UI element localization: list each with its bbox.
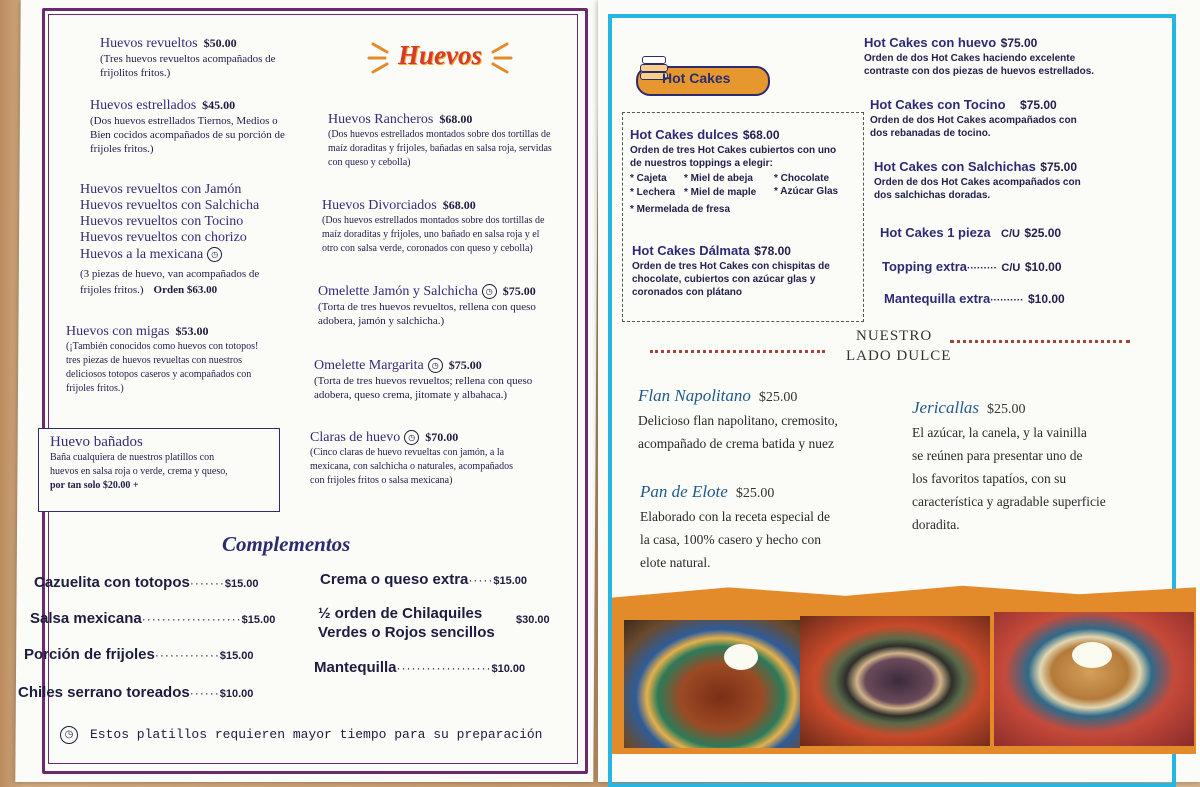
item-price: $50.00 (203, 36, 237, 50)
item-price: $75.00 (448, 358, 482, 372)
complemento-crema: Crema o queso extra·····$15.00 (320, 571, 528, 588)
item-desc: Bien cocidos acompañados de su porción de (90, 129, 285, 141)
menu-item-jericallas (912, 396, 1106, 536)
huevos-title: Huevos (398, 40, 482, 70)
item-desc: Orden de dos Hot Cakes acompañados con (874, 177, 1081, 188)
topping-chocolate: * Chocolate (774, 173, 830, 184)
item-name: Claras de huevo (310, 430, 401, 445)
item-price: $15.00 (241, 614, 276, 626)
pan-de-elote-photo (994, 612, 1194, 746)
item-name: Pan de Elote (640, 482, 728, 501)
item-desc: (3 piezas de huevo, van acompañados de (80, 268, 260, 280)
topping-miel-maple: * Miel de maple (684, 187, 757, 198)
item-price: $30.00 (516, 614, 550, 626)
menu-item-hotcakes-huevo (864, 34, 1094, 78)
item-desc: adobera, queso crema, jitomate y albahaca.) (314, 389, 508, 401)
item-name: Huevos Rancheros (328, 112, 434, 127)
item-desc: se reúnen para presentar uno de (912, 448, 1083, 463)
item-desc: (Cinco claras de huevo revueltas con jamón, a la (310, 447, 505, 458)
menu-item-huevo-banados (50, 434, 228, 493)
item-price: $25.00 (758, 390, 798, 405)
item-desc: mexicana, con salchicha o naturales, acompañados (310, 461, 513, 472)
divider-right (950, 340, 1130, 343)
item-price: $70.00 (425, 430, 459, 444)
item-price: $15.00 (224, 578, 259, 590)
menu-item-huevos-con-migas (66, 322, 258, 396)
item-name: Hot Cakes 1 pieza (880, 225, 991, 240)
combo-line: Huevos revueltos con chorizo (80, 230, 247, 245)
jericalla-photo (800, 616, 990, 746)
combo-line: Huevos revueltos con Salchicha (80, 198, 260, 213)
topping-lechera: * Lechera (630, 187, 676, 198)
item-desc: maíz doraditas y frijoles, bañadas en salsa roja, servidas (328, 143, 552, 154)
item-price: $75.00 (1000, 36, 1038, 50)
item-desc: (Dos huevos estrellados montados sobre dos tortillas de (322, 215, 545, 226)
complementos-title: Complementos (222, 532, 351, 556)
combo-line: Huevos a la mexicana (80, 247, 204, 262)
item-name: Topping extra (882, 259, 967, 274)
item-name: Hot Cakes dulces (630, 127, 739, 142)
clock-icon: ◷ (428, 358, 443, 373)
item-price: $25.00 (987, 402, 1026, 417)
item-desc: Orden de dos Hot Cakes haciendo excelente (864, 53, 1076, 64)
clock-icon: ◷ (404, 430, 419, 445)
flan-photo (624, 620, 800, 748)
item-name: Salsa mexicana (30, 610, 142, 627)
complemento-salsa: Salsa mexicana····················$15.00 (30, 610, 276, 627)
clock-icon: ◷ (60, 726, 78, 744)
item-price: $10.00 (1024, 260, 1062, 274)
item-desc: elote natural. (640, 555, 711, 570)
item-desc: Delicioso flan napolitano, cremosito, (638, 413, 838, 428)
divider-left (650, 350, 825, 353)
complemento-cazuelita: Cazuelita con totopos·······$15.00 (34, 574, 259, 591)
item-price: $75.00 (1040, 160, 1077, 174)
topping-cajeta: * Cajeta (630, 173, 667, 184)
menu-item-mantequilla-extra: Mantequilla extra·········· $10.00 (884, 291, 1065, 306)
item-desc: otro con salsa verde, coronados con queso y cebolla) (322, 243, 533, 254)
item-price: por tan solo $20.00 + (50, 480, 139, 491)
topping-mermelada: * Mermelada de fresa (630, 204, 731, 215)
item-desc: de nuestros toppings a elegir: (630, 158, 773, 169)
item-price: $10.00 (1027, 292, 1065, 306)
item-desc: dos salchichas doradas. (874, 190, 991, 201)
complemento-mantequilla: Mantequilla···················$10.00 (314, 659, 526, 676)
complemento-frijoles: Porción de frijoles·············$15.00 (24, 646, 254, 663)
item-name: Cazuelita con totopos (34, 574, 190, 591)
menu-item-hotcakes-salchichas (874, 158, 1081, 202)
menu-item-topping-extra: Topping extra········· C/U $10.00 (882, 259, 1062, 274)
topping-miel-abeja: * Miel de abeja (684, 173, 753, 184)
dulce-title-line2: LADO DULCE (846, 348, 952, 364)
item-name: Flan Napolitano (638, 386, 751, 405)
item-name: Hot Cakes con huevo (864, 35, 997, 50)
item-desc: frijolitos fritos.) (100, 67, 171, 79)
item-desc: (¡También conocidos como huevos con totopos! (66, 341, 259, 352)
item-desc: Orden de dos Hot Cakes acompañados con (870, 115, 1077, 126)
menu-item-huevos-rancheros (328, 110, 552, 170)
combo-line: Huevos revueltos con Jamón (80, 182, 242, 197)
item-price: $15.00 (219, 650, 254, 662)
item-name: Huevos revueltos (100, 36, 198, 51)
menu-item-flan (638, 384, 838, 455)
item-price: $10.00 (219, 688, 254, 700)
item-price: Orden $63.00 (153, 284, 218, 296)
item-desc: (Dos huevos estrellados montados sobre dos tortillas de (328, 129, 551, 140)
item-unit: C/U (1001, 228, 1020, 240)
item-price: $45.00 (202, 98, 236, 112)
item-name: Verdes o Rojos sencillos (318, 624, 495, 641)
item-price: $68.00 (442, 198, 476, 212)
item-price: $25.00 (1024, 226, 1062, 240)
item-name: Hot Cakes Dálmata (632, 243, 750, 258)
item-unit: C/U (1001, 262, 1021, 274)
preparation-note: Estos platillos requieren mayor tiempo para su preparación (90, 727, 543, 742)
item-name: Mantequilla extra (884, 291, 991, 306)
item-price: $68.00 (439, 112, 473, 126)
item-desc: (Torta de tres huevos revueltos; rellena con queso (314, 375, 533, 387)
item-name: Jericallas (912, 398, 980, 417)
item-desc: con queso y cebolla) (328, 157, 411, 168)
item-desc: frijoles fritos.) (66, 383, 124, 394)
item-price: $78.00 (754, 244, 791, 258)
item-desc: (Tres huevos revueltos acompañados de (100, 53, 276, 65)
item-desc: doradita. (912, 517, 960, 532)
item-name: Huevos Divorciados (322, 198, 437, 213)
item-desc: dos rebanadas de tocino. (870, 128, 991, 139)
menu-item-omelette-margarita (314, 356, 532, 402)
item-desc: (Dos huevos estrellados Tiernos, Medios o (90, 115, 278, 127)
item-desc: Orden de tres Hot Cakes cubiertos con uno (630, 145, 837, 156)
menu-item-huevos-revueltos (100, 34, 276, 80)
item-name: Mantequilla (314, 659, 397, 676)
menu-item-hotcakes-tocino (870, 96, 1077, 140)
item-name: Huevos con migas (66, 324, 170, 339)
clock-icon: ◷ (207, 247, 222, 262)
combo-line: Huevos revueltos con Tocino (80, 214, 244, 229)
item-name: Huevo bañados (50, 434, 143, 450)
item-desc: (Torta de tres huevos revueltos, rellena con queso (318, 301, 536, 313)
item-desc: coronados con plátano (632, 287, 743, 298)
menu-item-huevos-combo (80, 182, 259, 298)
item-desc: la casa, 100% casero y hecho con (640, 532, 822, 547)
menu-item-claras-de-huevo (310, 428, 513, 488)
item-price: $68.00 (742, 128, 780, 142)
item-name: Omelette Jamón y Salchicha (318, 284, 478, 299)
menu-item-pan-de-elote (640, 480, 830, 574)
menu-item-hotcakes-pieza (880, 224, 1061, 242)
item-desc: maíz doraditas y frijoles, uno bañado en salsa roja y el (322, 229, 540, 240)
item-desc: chocolate, cubiertos con azúcar glas y (632, 274, 816, 285)
item-desc: huevos en salsa roja o verde, crema y queso, (50, 466, 228, 477)
complemento-chiles: Chiles serrano toreados······$10.00 (18, 684, 254, 701)
item-price: $10.00 (491, 663, 526, 675)
menu-item-omelette-jamon (318, 282, 536, 328)
dulce-title-line1: NUESTRO (856, 328, 933, 344)
item-name: Crema o queso extra (320, 571, 469, 588)
menu-item-hotcakes-dulces (630, 126, 836, 170)
item-desc: frijoles fritos.) (80, 284, 144, 296)
hotcakes-title: Hot Cakes (662, 70, 731, 86)
item-desc: deliciosos totopos caseros y acompañados con (66, 369, 252, 380)
menu-item-hotcakes-dalmata (632, 242, 830, 299)
item-desc: con frijoles fritos o salsa mexicana) (310, 475, 453, 486)
item-desc: El azúcar, la canela, y la vainilla (912, 425, 1087, 440)
item-desc: tres piezas de huevos revueltas con nuestros (66, 355, 243, 366)
menu-item-huevos-estrellados (90, 96, 285, 156)
item-desc: frijoles fritos.) (90, 143, 154, 155)
item-desc: característica y agradable superficie (912, 494, 1106, 509)
item-desc: Orden de tres Hot Cakes con chispitas de (632, 261, 830, 272)
item-name: Chiles serrano toreados (18, 684, 190, 701)
item-name: Omelette Margarita (314, 358, 424, 373)
clock-icon: ◷ (482, 284, 497, 299)
item-desc: los favoritos tapatíos, con su (912, 471, 1067, 486)
menu-item-huevos-divorciados (322, 196, 544, 256)
item-name: Hot Cakes con Tocino (870, 97, 1006, 112)
item-desc: contraste con dos piezas de huevos estrellados. (864, 66, 1095, 77)
item-desc: Baña cualquiera de nuestros platillos con (50, 452, 215, 463)
item-price: $75.00 (1020, 98, 1057, 112)
topping-azucar-glas: * Azúcar Glas (774, 186, 839, 197)
item-desc: acompañado de crema batida y nuez (638, 436, 835, 451)
item-name: ½ orden de Chilaquiles (318, 605, 483, 622)
item-name: Porción de frijoles (24, 646, 155, 663)
item-desc: adobera, jamón y salchicha.) (318, 315, 445, 327)
item-name: Hot Cakes con Salchichas (874, 159, 1036, 174)
complemento-chilaquiles (318, 604, 495, 642)
item-desc: Elaborado con la receta especial de (640, 509, 831, 524)
item-price: $25.00 (735, 486, 775, 501)
item-name: Huevos estrellados (90, 98, 197, 113)
item-price: $75.00 (502, 284, 536, 298)
item-price: $15.00 (493, 575, 528, 587)
item-price: $53.00 (175, 324, 209, 338)
